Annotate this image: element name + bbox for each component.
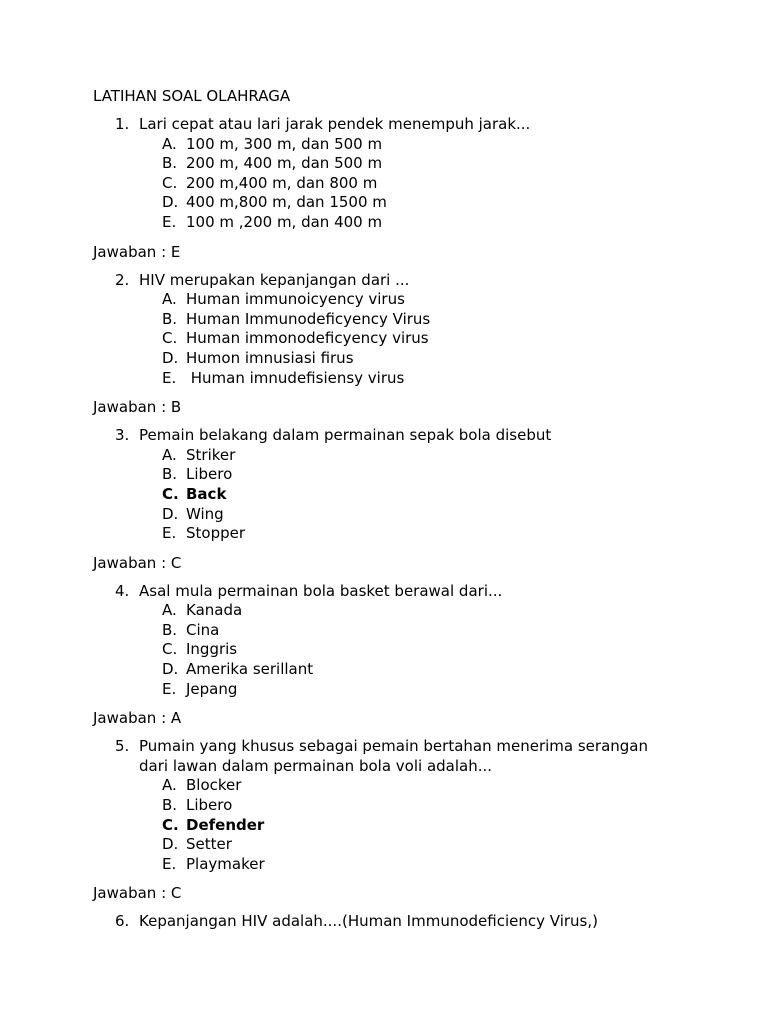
option-text: Amerika serillant bbox=[186, 660, 314, 679]
question-stem: Pumain yang khusus sebagai pemain bertahan menerima serangan dari lawan dalam permainan bola voli adalah... bbox=[139, 737, 648, 775]
option-item bbox=[93, 505, 768, 525]
question-text bbox=[93, 737, 669, 776]
answer-line: Jawaban : E bbox=[93, 242, 181, 261]
option-item bbox=[93, 640, 768, 660]
question-stem: HIV merupakan kepanjangan dari ... bbox=[139, 270, 410, 289]
question-number: 1. bbox=[115, 115, 130, 133]
option-text: Human immonodeficyency virus bbox=[186, 329, 429, 348]
option-text: 100 m ,200 m, dan 400 m bbox=[186, 212, 383, 231]
option-text: Jepang bbox=[186, 679, 238, 698]
option-list bbox=[93, 601, 768, 699]
option-text: Defender bbox=[186, 815, 265, 834]
answer-line: Jawaban : B bbox=[93, 398, 182, 417]
option-text: Human Immunodeficyency Virus bbox=[186, 309, 431, 328]
option-list bbox=[93, 290, 768, 388]
option-item bbox=[93, 835, 768, 855]
option-text: Setter bbox=[186, 835, 232, 854]
option-letter: E. bbox=[162, 854, 177, 873]
option-letter: A. bbox=[162, 601, 177, 620]
option-text: Human immunoicyency virus bbox=[186, 290, 405, 309]
option-item bbox=[93, 154, 768, 174]
option-letter: B. bbox=[162, 154, 178, 173]
option-letter: B. bbox=[162, 620, 178, 639]
option-item bbox=[93, 776, 768, 796]
question-number: 2. bbox=[115, 270, 130, 289]
option-letter: A. bbox=[162, 776, 177, 795]
option-text: 200 m, 400 m, dan 500 m bbox=[186, 154, 383, 173]
option-letter: C. bbox=[162, 640, 178, 659]
option-item bbox=[93, 855, 768, 875]
option-item bbox=[93, 193, 768, 213]
question-4 bbox=[93, 582, 768, 700]
option-letter: D. bbox=[162, 504, 179, 523]
option-item bbox=[93, 601, 768, 621]
option-item bbox=[93, 621, 768, 641]
option-letter: B. bbox=[162, 309, 178, 328]
option-item-highlighted bbox=[93, 816, 768, 836]
option-letter: C. bbox=[162, 329, 178, 348]
option-text: 200 m,400 m, dan 800 m bbox=[186, 173, 378, 192]
option-text: Humon imnusiasi firus bbox=[186, 348, 354, 367]
question-stem: Asal mula permainan bola basket berawal dari... bbox=[139, 581, 503, 600]
option-letter: B. bbox=[162, 465, 178, 484]
answer-line: Jawaban : A bbox=[93, 709, 182, 728]
answer-line: Jawaban : C bbox=[93, 884, 182, 903]
question-2 bbox=[93, 271, 768, 389]
option-item bbox=[93, 369, 768, 389]
option-text: Kanada bbox=[186, 601, 243, 620]
option-letter: D. bbox=[162, 193, 179, 212]
option-text: Human imnudefisiensy virus bbox=[186, 368, 405, 387]
question-1 bbox=[93, 115, 768, 233]
question-stem: Kepanjangan HIV adalah....(Human Immunodeficiency Virus,) bbox=[139, 912, 598, 931]
option-text: Stopper bbox=[186, 524, 246, 543]
option-letter: A. bbox=[162, 445, 177, 464]
option-item bbox=[93, 310, 768, 330]
option-text: 400 m,800 m, dan 1500 m bbox=[186, 193, 387, 212]
option-item bbox=[93, 349, 768, 369]
option-item-highlighted bbox=[93, 485, 768, 505]
option-list bbox=[93, 135, 768, 233]
option-letter: B. bbox=[162, 796, 178, 815]
option-text: Libero bbox=[186, 796, 233, 815]
option-item bbox=[93, 680, 768, 700]
question-3 bbox=[93, 426, 768, 544]
option-item bbox=[93, 213, 768, 233]
option-letter: D. bbox=[162, 348, 179, 367]
option-letter: E. bbox=[162, 679, 177, 698]
question-stem: Lari cepat atau lari jarak pendek menempuh jarak... bbox=[139, 115, 531, 133]
option-item bbox=[93, 660, 768, 680]
question-text bbox=[93, 115, 669, 135]
question-number: 5. bbox=[115, 737, 130, 756]
question-stem: Pemain belakang dalam permainan sepak bola disebut bbox=[139, 426, 552, 445]
question-text bbox=[93, 426, 669, 446]
option-letter: E. bbox=[162, 368, 177, 387]
option-text: Inggris bbox=[186, 640, 238, 659]
option-text: Blocker bbox=[186, 776, 242, 795]
option-letter: C. bbox=[162, 173, 178, 192]
option-letter: E. bbox=[162, 524, 177, 543]
question-number: 4. bbox=[115, 581, 130, 600]
option-list bbox=[93, 446, 768, 544]
option-item bbox=[93, 290, 768, 310]
option-item bbox=[93, 135, 768, 155]
option-letter: E. bbox=[162, 212, 177, 231]
option-letter: A. bbox=[162, 134, 177, 153]
option-item bbox=[93, 796, 768, 816]
option-text: Libero bbox=[186, 465, 233, 484]
option-letter: C. bbox=[162, 815, 179, 834]
option-list bbox=[93, 776, 768, 874]
option-item bbox=[93, 329, 768, 349]
question-text bbox=[93, 271, 669, 291]
answer-line: Jawaban : C bbox=[93, 553, 182, 572]
question-text bbox=[93, 912, 669, 932]
option-item bbox=[93, 524, 768, 544]
option-text: Wing bbox=[186, 504, 224, 523]
option-item bbox=[93, 465, 768, 485]
option-letter: A. bbox=[162, 290, 177, 309]
question-number: 3. bbox=[115, 426, 130, 445]
question-text bbox=[93, 582, 669, 602]
question-number: 6. bbox=[115, 912, 130, 931]
option-letter: C. bbox=[162, 484, 179, 503]
option-text: Playmaker bbox=[186, 854, 265, 873]
option-item bbox=[93, 174, 768, 194]
question-5 bbox=[93, 737, 768, 874]
option-letter: D. bbox=[162, 835, 179, 854]
option-text: Cina bbox=[186, 620, 220, 639]
document-title: LATIHAN SOAL OLAHRAGA bbox=[93, 87, 291, 105]
option-text: Striker bbox=[186, 445, 236, 464]
option-letter: D. bbox=[162, 660, 179, 679]
option-text: 100 m, 300 m, dan 500 m bbox=[186, 134, 383, 153]
question-6 bbox=[93, 912, 768, 932]
option-text: Back bbox=[186, 484, 227, 503]
option-item bbox=[93, 446, 768, 466]
